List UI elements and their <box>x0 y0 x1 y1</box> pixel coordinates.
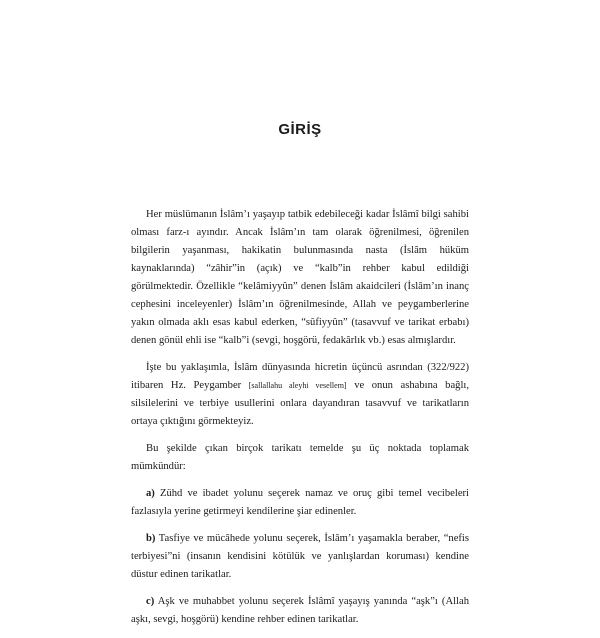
list-item-b <box>131 530 469 584</box>
list-marker-c: c) <box>146 596 155 607</box>
list-item-c <box>131 593 469 629</box>
list-item-a <box>131 485 469 521</box>
paragraph-classification: Bu şekilde çıkan birçok tarikatı temelde şu üç noktada toplamak mümkündür: <box>131 443 469 472</box>
paragraph-history-after: ve onun ashabına bağlı, silsilelerini ve terbiye usullerini onlara dayandıran tasavvuf ve tarikatların ortaya çıktığını görmekteyiz. <box>131 380 470 427</box>
list-text-b: Tasfiye ve mücâhede yolunu seçerek, İslâm’ı yaşamakla beraber, “nefis terbiyesi”ni (insanın kendisini kötülük ve yanlışlardan koruması) kendine düstur edinen tarikatlar. <box>131 533 469 580</box>
list-text-c: Aşk ve muhabbet yolunu seçerek İslâmî yaşayış yanında “aşk”ı (Allah aşkı, sevgi, hoşgörü) kendine rehber edinen tarikatlar. <box>131 596 469 625</box>
paragraph-intro: Her müslümanın İslâm’ı yaşayıp tatbik edebileceği kadar İslâmî bilgi sahibi olması farz-ı ayındır. Ancak İslâm’ın tam olarak öğrenilmesi, öğrenilen bilgilerin yaşanması, hakikatin bulunmasında nasta (İslâm hüküm kaynaklarında) “zâhir”in (açık) ve “kalb”in rehber kabul edildiği görülmektedir. Özellikle “kelâmiyyûn” denen İslâm akaidcileri (İslâm’ın inanç cephesini inceleyenler) İslâm’ın öğrenilmesinde, Allah ve peygamberlerine yakın olmada aklı esas kabul ederken, “sûfiyyûn” (tasavvuf ve tarikat erbabı) denen gönül ehli ise “kalb”i (sevgi, hoşgörü, fedakârlık vb.) esas almışlardır. <box>131 209 469 346</box>
paragraph-history-before: İşte bu yaklaşımla, İslâm dünyasında hicretin üçüncü asrından (322/922) itibaren Hz. Peygamber <box>131 362 469 391</box>
honorific-salawat: [sallallahu aleyhi vesellem] <box>248 381 347 390</box>
list-text-a: Zühd ve ibadet yolunu seçerek namaz ve oruç gibi temel vecibeleri fazlasıyla yerine getirmeyi kendilerine şiar edinenler. <box>131 488 469 517</box>
paragraph-history <box>131 359 469 431</box>
body-text <box>131 206 469 638</box>
chapter-title: GİRİŞ <box>278 121 322 138</box>
list-marker-a: a) <box>146 488 155 499</box>
list-marker-b: b) <box>146 533 156 544</box>
